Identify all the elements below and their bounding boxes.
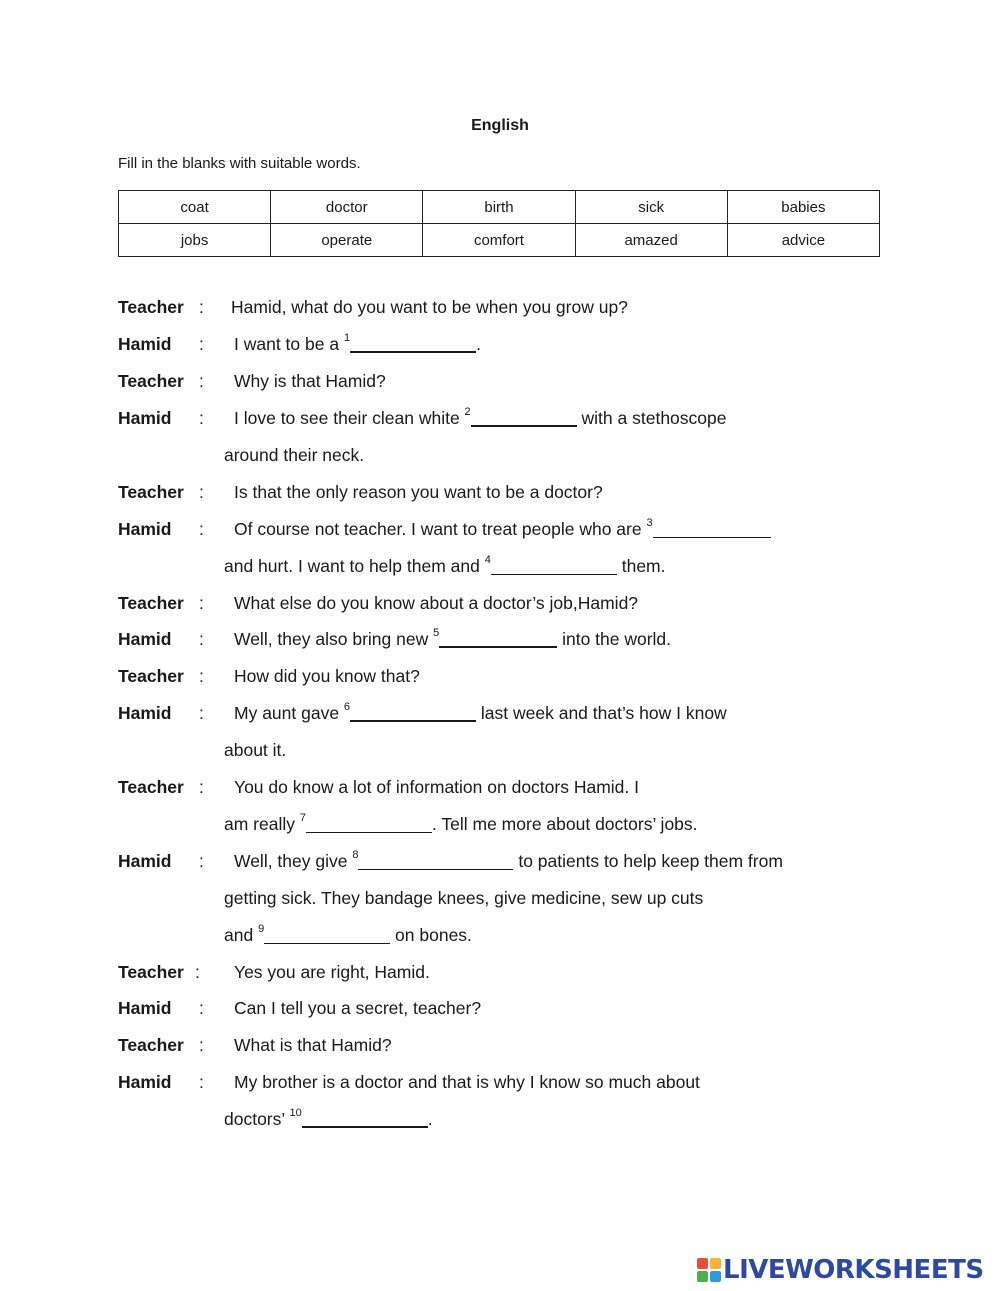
speaker-label: Hamid (118, 703, 172, 723)
dialogue-continuation (0, 923, 1000, 947)
dialogue-text (224, 554, 666, 578)
speaker-label: Teacher (118, 482, 184, 502)
dialogue-text: Can I tell you a secret, teacher? (234, 998, 482, 1018)
dialogue-text: How did you know that? (234, 666, 420, 686)
blank-number: 6 (343, 701, 351, 714)
speaker-label: Teacher (118, 593, 184, 613)
blank-number: 10 (289, 1107, 302, 1120)
dialogue-text: Yes you are right, Hamid. (234, 962, 430, 982)
dialogue-text: getting sick. They bandage knees, give medicine, sew up cuts (224, 888, 704, 908)
dialogue-text (234, 406, 726, 430)
word-bank-cell: coat (119, 191, 271, 224)
blank-number: 7 (299, 812, 306, 825)
page-title: English (471, 117, 529, 134)
answer-blank-3[interactable] (653, 519, 771, 538)
dialogue-line-3 (0, 369, 1000, 393)
blank-number: 3 (646, 517, 653, 530)
dialogue-line-10 (0, 701, 1000, 725)
speaker-label: Hamid (118, 1072, 172, 1092)
dialogue-text: You do know a lot of information on doctors Hamid. I (234, 777, 639, 797)
answer-blank-4[interactable] (491, 556, 617, 575)
dialogue-text: What else do you know about a doctor’s job,Hamid? (234, 593, 639, 613)
word-bank-cell: birth (423, 191, 575, 224)
speaker-label: Teacher (118, 1035, 184, 1055)
text-segment: into the world. (557, 629, 672, 649)
dialogue-text (224, 923, 472, 947)
text-segment: with a stethoscope (576, 408, 727, 428)
word-bank-cell: sick (575, 191, 727, 224)
dialogue-text: Why is that Hamid? (234, 371, 386, 391)
dialogue-line-16 (0, 1070, 1000, 1094)
text-segment: I want to be a (234, 334, 344, 354)
dialogue-continuation (0, 886, 1000, 910)
speaker-label: Teacher (118, 666, 184, 686)
dialogue-line-6 (0, 517, 1000, 541)
word-bank-cell: jobs (119, 224, 271, 257)
speaker-label: Hamid (118, 851, 172, 871)
word-bank-cell: advice (727, 224, 879, 257)
speaker-label: Teacher (118, 962, 184, 982)
answer-blank-5[interactable] (439, 628, 557, 648)
dialogue-text (224, 1107, 433, 1131)
colon: : (199, 851, 204, 871)
dialogue-continuation (0, 554, 1000, 578)
dialogue-continuation (0, 812, 1000, 836)
blank-number: 5 (433, 627, 440, 640)
speaker-label: Hamid (118, 998, 172, 1018)
dialogue-text: Is that the only reason you want to be a doctor? (234, 482, 603, 502)
dialogue-text (224, 812, 698, 836)
logo-block (710, 1258, 721, 1269)
word-bank-row (119, 191, 880, 224)
word-bank-cell: doctor (271, 191, 423, 224)
blank-number: 9 (258, 923, 265, 936)
colon: : (199, 408, 204, 428)
dialogue-line-8 (0, 627, 1000, 651)
text-segment: I love to see their clean white (234, 408, 465, 428)
logo-block (697, 1271, 708, 1282)
text-segment: am really (224, 814, 300, 834)
word-bank-cell: operate (271, 224, 423, 257)
text-segment: . (476, 334, 481, 354)
dialogue-line-1 (0, 295, 1000, 319)
answer-blank-6[interactable] (350, 702, 476, 722)
dialogue-line-7 (0, 591, 1000, 615)
dialogue-line-2 (0, 332, 1000, 356)
dialogue-line-15 (0, 1033, 1000, 1057)
logo-block (710, 1271, 721, 1282)
speaker-label: Teacher (118, 371, 184, 391)
liveworksheets-logo[interactable] (697, 1255, 984, 1285)
answer-blank-7[interactable] (306, 814, 432, 833)
colon: : (199, 1072, 204, 1092)
dialogue-continuation (0, 738, 1000, 762)
logo-blocks-icon (697, 1258, 721, 1282)
logo-text: LIVEWORKSHEETS (723, 1255, 984, 1285)
colon: : (199, 334, 204, 354)
colon: : (199, 777, 204, 797)
dialogue-text: My brother is a doctor and that is why I know so much about (234, 1072, 700, 1092)
dialogue-text: What is that Hamid? (234, 1035, 392, 1055)
answer-blank-10[interactable] (302, 1108, 428, 1128)
colon: : (199, 371, 204, 391)
text-segment: . (427, 1109, 433, 1129)
speaker-label: Hamid (118, 408, 172, 428)
answer-blank-2[interactable] (471, 407, 577, 427)
dialogue-line-13 (0, 960, 1000, 984)
text-segment: Well, they also bring new (234, 629, 434, 649)
dialogue-text (234, 627, 671, 651)
logo-block (697, 1258, 708, 1269)
dialogue-line-12 (0, 849, 1000, 873)
answer-blank-8[interactable] (358, 851, 513, 870)
text-segment: on bones. (390, 925, 472, 945)
dialogue-line-9 (0, 664, 1000, 688)
text-segment: . Tell me more about doctors’ jobs. (431, 814, 698, 834)
speaker-label: Hamid (118, 629, 172, 649)
colon: : (199, 1035, 204, 1055)
dialogue-continuation (0, 1107, 1000, 1131)
text-segment: My aunt gave (234, 703, 344, 723)
text-segment: to patients to help keep them from (513, 851, 783, 871)
dialogue-continuation (0, 443, 1000, 467)
speaker-label: Teacher (118, 297, 184, 317)
word-bank-cell: babies (727, 191, 879, 224)
dialogue-text (234, 517, 771, 541)
text-segment: last week and that’s how I know (476, 703, 727, 723)
word-bank-row (119, 224, 880, 257)
dialogue-line-4 (0, 406, 1000, 430)
text-segment: and hurt. I want to help them and (224, 556, 485, 576)
text-segment: Of course not teacher. I want to treat people who are (234, 519, 647, 539)
colon: : (199, 703, 204, 723)
dialogue-text (234, 332, 481, 356)
colon: : (199, 998, 204, 1018)
dialogue-text (234, 701, 727, 725)
word-bank-table (118, 190, 880, 257)
colon: : (199, 482, 204, 502)
blank-number: 8 (352, 849, 359, 862)
blank-number: 2 (464, 406, 471, 419)
text-segment: doctors’ (224, 1109, 290, 1129)
instruction-text: Fill in the blanks with suitable words. (118, 155, 361, 172)
dialogue-text: about it. (224, 740, 287, 760)
text-segment: them. (616, 556, 666, 576)
dialogue-text: around their neck. (224, 445, 365, 465)
word-bank-cell: comfort (423, 224, 575, 257)
answer-blank-9[interactable] (264, 925, 390, 944)
text-segment: and (224, 925, 259, 945)
colon: : (199, 593, 204, 613)
colon: : (195, 962, 200, 982)
dialogue-line-14 (0, 996, 1000, 1020)
speaker-label: Teacher (118, 777, 184, 797)
answer-blank-1[interactable] (350, 333, 476, 353)
colon: : (199, 297, 204, 317)
colon: : (199, 519, 204, 539)
blank-number: 4 (484, 554, 491, 567)
colon: : (199, 666, 204, 686)
dialogue-line-11 (0, 775, 1000, 799)
dialogue-line-5 (0, 480, 1000, 504)
dialogue-text (234, 849, 783, 873)
speaker-label: Hamid (118, 334, 172, 354)
word-bank-cell: amazed (575, 224, 727, 257)
colon: : (199, 629, 204, 649)
dialogue-text: Hamid, what do you want to be when you grow up? (231, 297, 628, 317)
blank-number: 1 (343, 332, 351, 345)
text-segment: Well, they give (234, 851, 353, 871)
speaker-label: Hamid (118, 519, 172, 539)
